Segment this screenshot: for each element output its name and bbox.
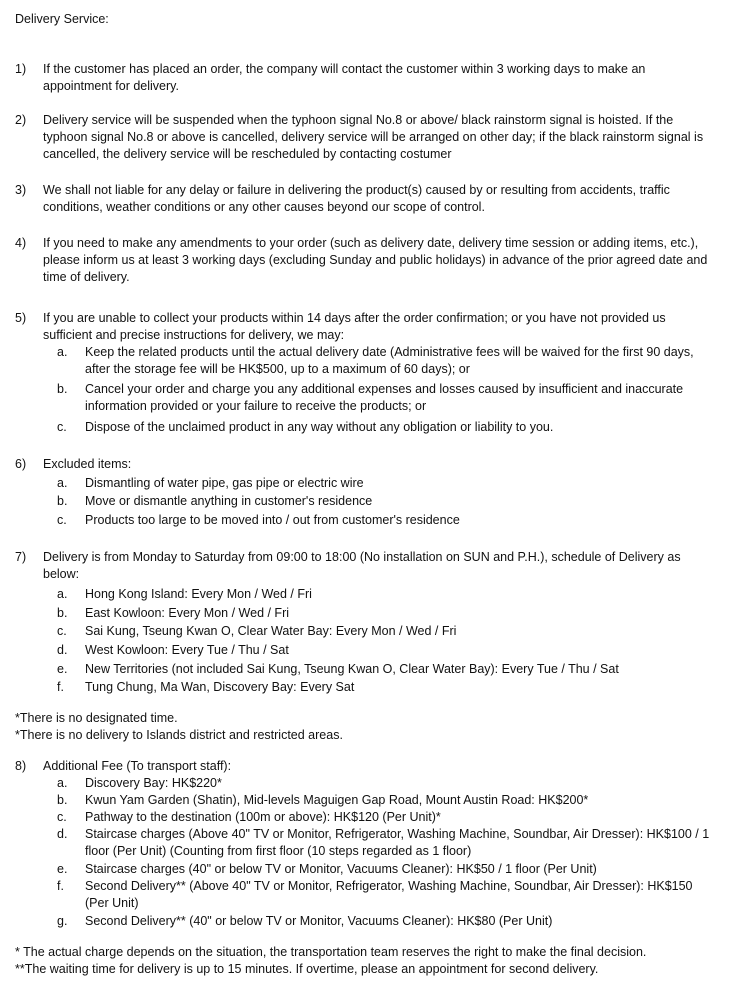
sub-letter: a. bbox=[57, 476, 68, 490]
item-text: Delivery service will be suspended when the typhoon signal No.8 or above/ black rainstorm signal is hoisted. If the typhoon signal No.8 or above is cancelled, delivery service will be arranged on other day; if the black rainstorm signal is cancelled, the delivery service will be rescheduled by contacting costumer bbox=[43, 113, 704, 161]
sub-letter: g. bbox=[57, 914, 68, 928]
item-number: 3) bbox=[15, 183, 27, 197]
item-text: Additional Fee (To transport staff): bbox=[43, 759, 232, 773]
item-text: Delivery is from Monday to Saturday from 09:00 to 18:00 (No installation on SUN and P.H.), schedule of Delivery as below: bbox=[43, 550, 681, 581]
sub-text: Products too large to be moved into / out from customer's residence bbox=[85, 513, 460, 527]
sub-letter: d. bbox=[57, 827, 68, 841]
sub-letter: a. bbox=[57, 776, 68, 790]
sub-letter: c. bbox=[57, 810, 67, 824]
sub-letter: c. bbox=[57, 513, 67, 527]
sub-letter: b. bbox=[57, 494, 68, 508]
sub-text: Kwun Yam Garden (Shatin), Mid-levels Maguigen Gap Road, Mount Austin Road: HK$200* bbox=[85, 793, 589, 807]
sub-text: Second Delivery** (40" or below TV or Monitor, Vacuums Cleaner): HK$80 (Per Unit) bbox=[85, 914, 553, 928]
item-text: Excluded items: bbox=[43, 457, 132, 471]
item-number: 6) bbox=[15, 457, 27, 471]
sub-text: Dismantling of water pipe, gas pipe or electric wire bbox=[85, 476, 364, 490]
sub-text: New Territories (not included Sai Kung, Tseung Kwan O, Clear Water Bay): Every Tue / Thu / Sat bbox=[85, 662, 619, 676]
item-text: We shall not liable for any delay or failure in delivering the product(s) caused by or resulting from accidents, traffic conditions, weather conditions or any other causes beyond our scope of control. bbox=[43, 183, 670, 214]
footnote: **The waiting time for delivery is up to 15 minutes. If overtime, please an appointment for second delivery. bbox=[15, 962, 599, 976]
sub-text: Hong Kong Island: Every Mon / Wed / Fri bbox=[85, 587, 312, 601]
item-number: 4) bbox=[15, 236, 27, 250]
item-text: If you need to make any amendments to your order (such as delivery date, delivery time session or adding items, etc.), please inform us at least 3 working days (excluding Sunday and public holidays) in advance of the prior agreed date and time of delivery. bbox=[43, 236, 708, 284]
sub-letter: a. bbox=[57, 345, 68, 359]
item-number: 5) bbox=[15, 311, 27, 325]
sub-letter: c. bbox=[57, 624, 67, 638]
sub-text: Pathway to the destination (100m or above): HK$120 (Per Unit)* bbox=[85, 810, 441, 824]
page-title: Delivery Service: bbox=[15, 12, 109, 26]
item-number: 8) bbox=[15, 759, 27, 773]
item-text: If you are unable to collect your products within 14 days after the order confirmation; or you have not provided us sufficient and precise instructions for delivery, we may: bbox=[43, 311, 666, 342]
sub-text: Staircase charges (40" or below TV or Monitor, Vacuums Cleaner): HK$50 / 1 floor (Per Unit) bbox=[85, 862, 597, 876]
sub-letter: b. bbox=[57, 382, 68, 396]
sub-letter: b. bbox=[57, 606, 68, 620]
sub-letter: c. bbox=[57, 420, 67, 434]
sub-text: East Kowloon: Every Mon / Wed / Fri bbox=[85, 606, 290, 620]
item-number: 1) bbox=[15, 62, 27, 76]
sub-text: Sai Kung, Tseung Kwan O, Clear Water Bay: Every Mon / Wed / Fri bbox=[85, 624, 457, 638]
sub-text: Staircase charges (Above 40" TV or Monitor, Refrigerator, Washing Machine, Soundbar, Air Dresser): HK$100 / 1 floor (Per Unit) (Counting from first floor (10 steps regarded as 1 floor) bbox=[85, 827, 710, 858]
footnote: * The actual charge depends on the situation, the transportation team reserves the right to make the final decision. bbox=[15, 945, 647, 959]
item-number: 7) bbox=[15, 550, 27, 564]
sub-text: West Kowloon: Every Tue / Thu / Sat bbox=[85, 643, 289, 657]
sub-letter: a. bbox=[57, 587, 68, 601]
sub-text: Move or dismantle anything in customer's residence bbox=[85, 494, 373, 508]
sub-letter: e. bbox=[57, 662, 68, 676]
item-number: 2) bbox=[15, 113, 27, 127]
sub-letter: d. bbox=[57, 643, 68, 657]
footnote: *There is no delivery to Islands district and restricted areas. bbox=[15, 728, 343, 742]
item-text: If the customer has placed an order, the company will contact the customer within 3 working days to make an appointment for delivery. bbox=[43, 62, 646, 93]
sub-text: Dispose of the unclaimed product in any way without any obligation or liability to you. bbox=[85, 420, 554, 434]
sub-letter: b. bbox=[57, 793, 68, 807]
sub-text: Tung Chung, Ma Wan, Discovery Bay: Every Sat bbox=[85, 680, 355, 694]
sub-text: Keep the related products until the actual delivery date (Administrative fees will be waived for the first 90 days, after the storage fee will be HK$500, up to a maximum of 60 days); or bbox=[85, 345, 694, 376]
sub-letter: f. bbox=[57, 680, 64, 694]
sub-letter: f. bbox=[57, 879, 64, 893]
sub-text: Cancel your order and charge you any additional expenses and losses caused by insufficient and inaccurate information provided or your failure to receive the products; or bbox=[85, 382, 684, 413]
footnote: *There is no designated time. bbox=[15, 711, 178, 725]
sub-letter: e. bbox=[57, 862, 68, 876]
sub-text: Discovery Bay: HK$220* bbox=[85, 776, 222, 790]
sub-text: Second Delivery** (Above 40" TV or Monitor, Refrigerator, Washing Machine, Soundbar, Air Dresser): HK$150 (Per Unit) bbox=[85, 879, 693, 910]
